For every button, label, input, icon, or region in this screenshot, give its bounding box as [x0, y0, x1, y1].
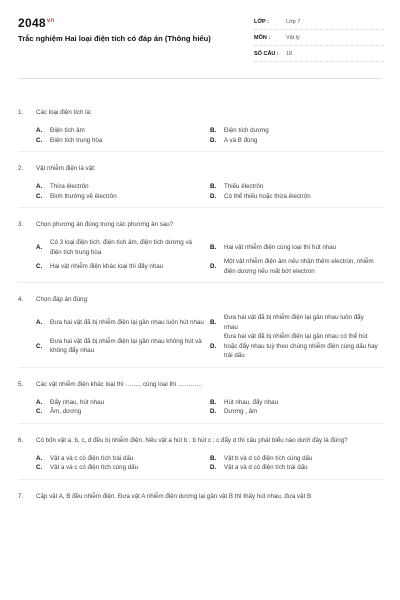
answer-option[interactable] [210, 238, 384, 257]
question-head [18, 295, 384, 305]
question-text: Chọn phương án đúng trong các phương án sau? [36, 221, 174, 228]
question-number: 2. [18, 165, 24, 172]
answer-option[interactable] [36, 192, 210, 202]
option-letter: A. [36, 243, 43, 251]
option-letter: B. [210, 318, 217, 326]
option-letter: D. [210, 262, 217, 270]
answer-option[interactable] [210, 126, 384, 136]
option-text: Điện tích âm [50, 127, 85, 134]
page-title: Trắc nghiệm Hai loại điện tích có đáp án (Thông hiểu) [18, 34, 211, 43]
answer-option[interactable] [36, 257, 210, 276]
option-letter: C. [36, 464, 43, 471]
option-letter: A. [36, 454, 43, 462]
option-letter: D. [210, 408, 217, 415]
question-text: Chọn đáp án đúng: [36, 296, 89, 303]
question-head [18, 164, 384, 174]
option-text: Hai vật nhiễm điện cùng loại thì hút nhau [224, 243, 337, 251]
option-text: Đưa hai vật đã bị nhiễm điện lại gần nhau có thể hút hoặc đẩy nhau tuỳ theo chúng nhiễm điện cùng dấu hay trái dấu [224, 333, 378, 359]
answer-option[interactable] [210, 463, 384, 473]
option-letter: B. [210, 454, 217, 462]
answer-option[interactable] [210, 182, 384, 192]
option-text: Thừa êlectrôn [50, 183, 89, 190]
header-divider [18, 78, 382, 79]
option-letter: C. [36, 192, 43, 200]
question [18, 436, 384, 480]
option-letter: D. [210, 464, 217, 471]
question-divider [18, 367, 384, 368]
answer-option[interactable] [210, 407, 384, 417]
option-letter: A. [36, 183, 43, 190]
options-grid [36, 398, 384, 417]
option-text: Điện tích trung hòa [50, 136, 103, 144]
answer-option[interactable] [36, 407, 210, 417]
question-divider [18, 479, 384, 480]
option-text: Thiếu êlectrôn [224, 183, 264, 190]
option-text: A và B đúng [224, 136, 258, 144]
option-text: Dương , âm [224, 408, 258, 415]
question-head [18, 492, 384, 502]
question-number: 1. [18, 109, 24, 116]
option-text: Có thể thiếu hoặc thừa êlectrôn [224, 192, 311, 200]
question-divider [18, 423, 384, 424]
options-grid [36, 313, 384, 361]
answer-option[interactable] [36, 463, 210, 473]
question-text: Có bốn vật a, b, c, d đều bị nhiễm điện. Nếu vật a hút b ; b hút c ; c đẩy d thì câu phát biểu nào dưới đây là đúng? [36, 436, 348, 444]
answer-option[interactable] [36, 332, 210, 361]
option-text: Đẩy nhau, hút nhau [50, 398, 105, 406]
question-text: Vật nhiễm điện là vật: [36, 165, 96, 172]
option-letter: C. [36, 408, 43, 415]
option-letter: C. [36, 262, 43, 270]
option-text: Hai vật nhiễm điện khác loại thì đẩy nhau [50, 262, 164, 270]
answer-option[interactable] [210, 192, 384, 202]
option-letter: A. [36, 318, 43, 326]
question-number: 7. [18, 492, 24, 500]
question-number: 4. [18, 296, 24, 303]
answer-option[interactable] [210, 398, 384, 408]
question-divider [18, 282, 384, 283]
site-logo[interactable]: $2048^{vn}$ [18, 16, 55, 30]
answer-option[interactable] [36, 313, 210, 332]
answer-option[interactable] [36, 136, 210, 146]
question-head [18, 436, 384, 446]
option-text: Có 3 loại điện tích: điện tích âm, điện tích dương và điện tích trung hòa [50, 239, 192, 256]
answer-option[interactable] [210, 313, 384, 332]
question-head [18, 380, 384, 390]
option-text: Đưa hai vật đã bị nhiễm điện lại gần nhau luôn đẩy nhau [224, 314, 364, 331]
question-text: Các vật nhiễm điện khác loại thì ……., cùng loại thì ………… [36, 380, 203, 388]
option-text: Vật a và c có điện tích trái dấu [50, 454, 134, 462]
option-text: Vật a và c có điện tích cùng dấu [50, 464, 139, 471]
option-text: Âm, dương [50, 408, 82, 415]
option-text: Vật b và d có điện tích cùng dấu [224, 454, 313, 462]
meta-class: LỚP : Lớp 7 [254, 14, 384, 30]
option-letter: B. [210, 183, 217, 190]
answer-option[interactable] [210, 454, 384, 464]
question [18, 492, 384, 502]
answer-option[interactable] [36, 454, 210, 464]
options-grid [36, 454, 384, 473]
options-grid [36, 182, 384, 201]
option-text: Một vật nhiễm điện âm nếu nhận thêm electron, nhiễm điện dương nếu mất bớt electron [224, 258, 374, 275]
question-number: 3. [18, 221, 24, 228]
question-list [18, 108, 384, 502]
option-letter: A. [36, 398, 43, 406]
answer-option[interactable] [210, 136, 384, 146]
option-text: Đưa hai vật đã bị nhiễm điện lại gần nhau luôn hút nhau [50, 318, 204, 326]
question-number: 6. [18, 436, 24, 444]
option-text: Đưa hai vật đã bị nhiễm điện lại gần nhau không hút và không đẩy nhau [50, 337, 202, 355]
option-letter: B. [210, 243, 217, 251]
option-letter: B. [210, 127, 217, 134]
option-text: Hút nhau, đẩy nhau [224, 398, 279, 406]
option-letter: D. [210, 136, 217, 144]
option-letter: D. [210, 342, 217, 350]
option-letter: B. [210, 398, 217, 406]
question [18, 295, 384, 368]
answer-option[interactable] [36, 238, 210, 257]
answer-option[interactable] [36, 182, 210, 192]
option-letter: C. [36, 136, 43, 144]
option-letter: A. [36, 127, 43, 134]
answer-option[interactable] [36, 126, 210, 136]
answer-option[interactable] [210, 332, 384, 361]
meta-question-count: SỐ CÂU : 18 [254, 46, 384, 62]
header [18, 12, 384, 72]
question-text: Cặp vật A, B đều nhiễm điện. Đưa vật A nhiễm điện dương lại gần vật B thì thấy hút nhau, đưa vật B [36, 492, 312, 500]
option-letter: C. [36, 342, 43, 350]
options-grid [36, 238, 384, 276]
option-text: Điện tích dương [224, 127, 269, 134]
option-letter: D. [210, 192, 217, 200]
question-head [18, 220, 384, 230]
question-head [18, 108, 384, 118]
option-text: Bình thường về êlectrôn [50, 192, 117, 200]
question-divider [18, 207, 384, 208]
answer-option[interactable] [36, 398, 210, 408]
options-grid [36, 126, 384, 145]
question-number: 5. [18, 380, 24, 388]
question [18, 164, 384, 208]
meta-info [254, 14, 384, 62]
question-text: Các loại điện tích là: [36, 109, 92, 116]
question-divider [18, 151, 384, 152]
option-text: Vật a và d có điện tích trái dấu [224, 464, 308, 471]
question [18, 220, 384, 283]
question [18, 380, 384, 424]
answer-option[interactable] [210, 257, 384, 276]
meta-subject: MÔN : Vật lý [254, 30, 384, 46]
question [18, 108, 384, 152]
